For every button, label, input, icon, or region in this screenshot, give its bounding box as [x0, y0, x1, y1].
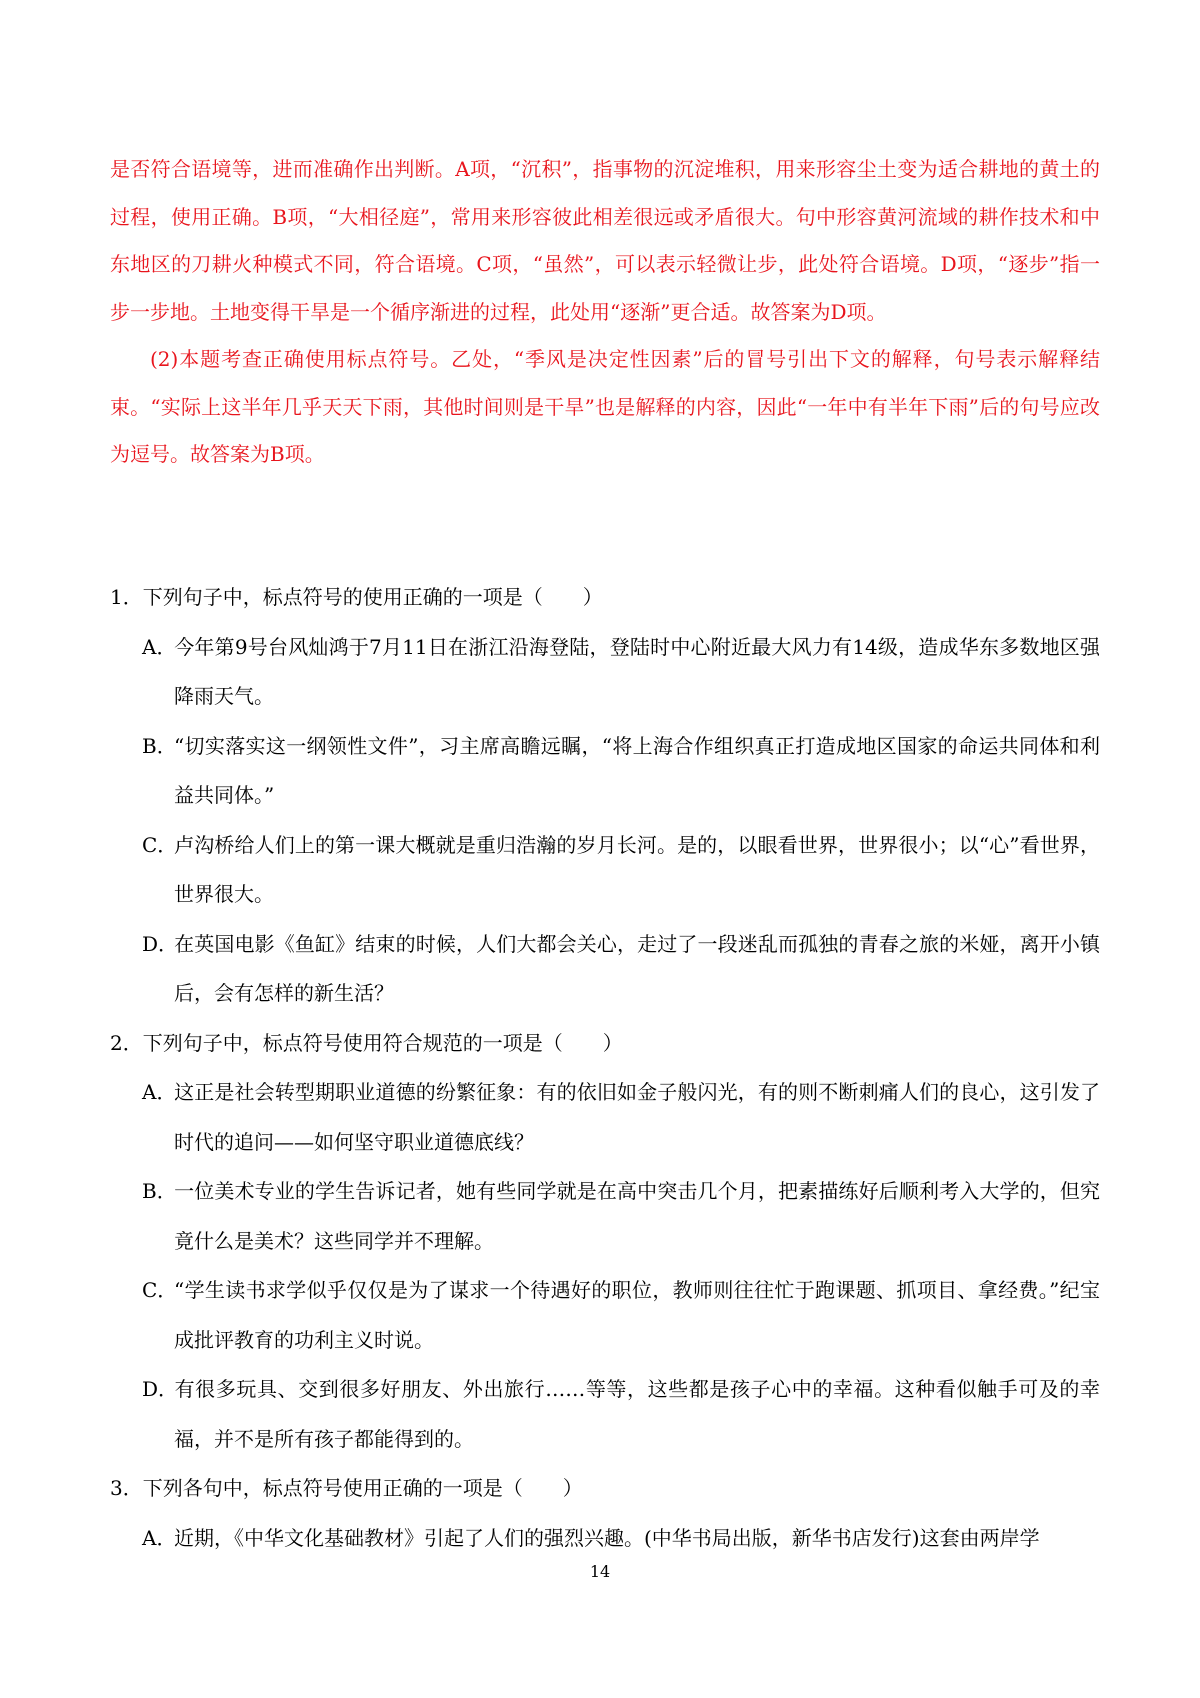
option-letter: A．: [142, 634, 177, 659]
option-letter: B．: [142, 1179, 177, 1203]
option-b: [142, 1167, 1100, 1266]
question-3: [110, 1464, 1100, 1563]
option-letter: A．: [142, 1080, 177, 1104]
option-letter: A．: [142, 1525, 177, 1550]
question-list: [110, 573, 1100, 1563]
option-letter: D．: [142, 1377, 179, 1401]
option-a: [142, 1514, 1100, 1564]
answer-explanation: [110, 146, 1100, 479]
question-2: [110, 1019, 1100, 1465]
option-a: [142, 623, 1100, 722]
option-text: 在英国电影《鱼缸》结束的时候，人们大都会关心，走过了一段迷乱而孤独的青春之旅的米娅，离开小镇后，会有怎样的新生活？: [174, 931, 1100, 1005]
option-a: [142, 1068, 1100, 1167]
option-letter: D．: [142, 931, 179, 956]
question-stem: 3．下列各句中，标点符号使用正确的一项是（ ）: [110, 1476, 583, 1500]
question-1: [110, 573, 1100, 1019]
option-letter: B．: [142, 733, 177, 758]
option-d: [142, 1365, 1100, 1464]
answer-paragraph-2: (2)本题考查正确使用标点符号。乙处，“季风是决定性因素”后的冒号引出下文的解释，句号表示解释结束。“实际上这半年几乎天天下雨，其他时间则是干旱”也是解释的内容，因此“一年中有半年下雨”后的句号应改为逗号。故答案为B项。: [110, 347, 1100, 466]
option-b: [142, 722, 1100, 821]
option-text: 这正是社会转型期职业道德的纷繁征象：有的依旧如金子般闪光，有的则不断刺痛人们的良心，这引发了时代的追问——如何坚守职业道德底线？: [174, 1080, 1100, 1154]
option-d: [142, 920, 1100, 1019]
question-stem: 2．下列句子中，标点符号使用符合规范的一项是（ ）: [110, 1030, 623, 1055]
option-c: [142, 1266, 1100, 1365]
question-stem: 1．下列句子中，标点符号的使用正确的一项是（ ）: [110, 585, 603, 609]
option-text: “切实落实这一纲领性文件”，习主席高瞻远瞩，“将上海合作组织真正打造成地区国家的命运共同体和利益共同体。”: [174, 733, 1100, 807]
option-text: 卢沟桥给人们上的第一课大概就是重归浩瀚的岁月长河。是的，以眼看世界，世界很小；以“心”看世界，世界很大。: [174, 832, 1100, 906]
option-letter: C．: [142, 832, 178, 857]
option-text: 有很多玩具、交到很多好朋友、外出旅行……等等，这些都是孩子心中的幸福。这种看似触手可及的幸福，并不是所有孩子都能得到的。: [174, 1377, 1100, 1451]
option-text: 近期，《中华文化基础教材》引起了人们的强烈兴趣。(中华书局出版，新华书店发行)这套由两岸学: [174, 1525, 1040, 1550]
option-text: “学生读书求学似乎仅仅是为了谋求一个待遇好的职位，教师则往往忙于跑课题、抓项目、拿经费。”纪宝成批评教育的功利主义时说。: [174, 1278, 1100, 1352]
option-letter: C．: [142, 1278, 178, 1302]
option-text: 今年第9号台风灿鸿于7月11日在浙江沿海登陆，登陆时中心附近最大风力有14级，造成华东多数地区强降雨天气。: [174, 634, 1100, 708]
option-c: [142, 821, 1100, 920]
option-text: 一位美术专业的学生告诉记者，她有些同学就是在高中突击几个月，把素描练好后顺利考入大学的，但究竟什么是美术？这些同学并不理解。: [174, 1179, 1100, 1253]
page-number: 14: [589, 1562, 611, 1581]
answer-paragraph-1: 是否符合语境等，进而准确作出判断。A项，“沉积”，指事物的沉淀堆积，用来形容尘土变为适合耕地的黄土的过程，使用正确。B项，“大相径庭”，常用来形容彼此相差很远或矛盾很大。句中形容黄河流域的耕作技术和中东地区的刀耕火种模式不同，符合语境。C项，“虽然”，可以表示轻微让步，此处符合语境。D项，“逐步”指一步一步地。土地变得干旱是一个循序渐进的过程，此处用“逐渐”更合适。故答案为D项。: [110, 157, 1100, 324]
